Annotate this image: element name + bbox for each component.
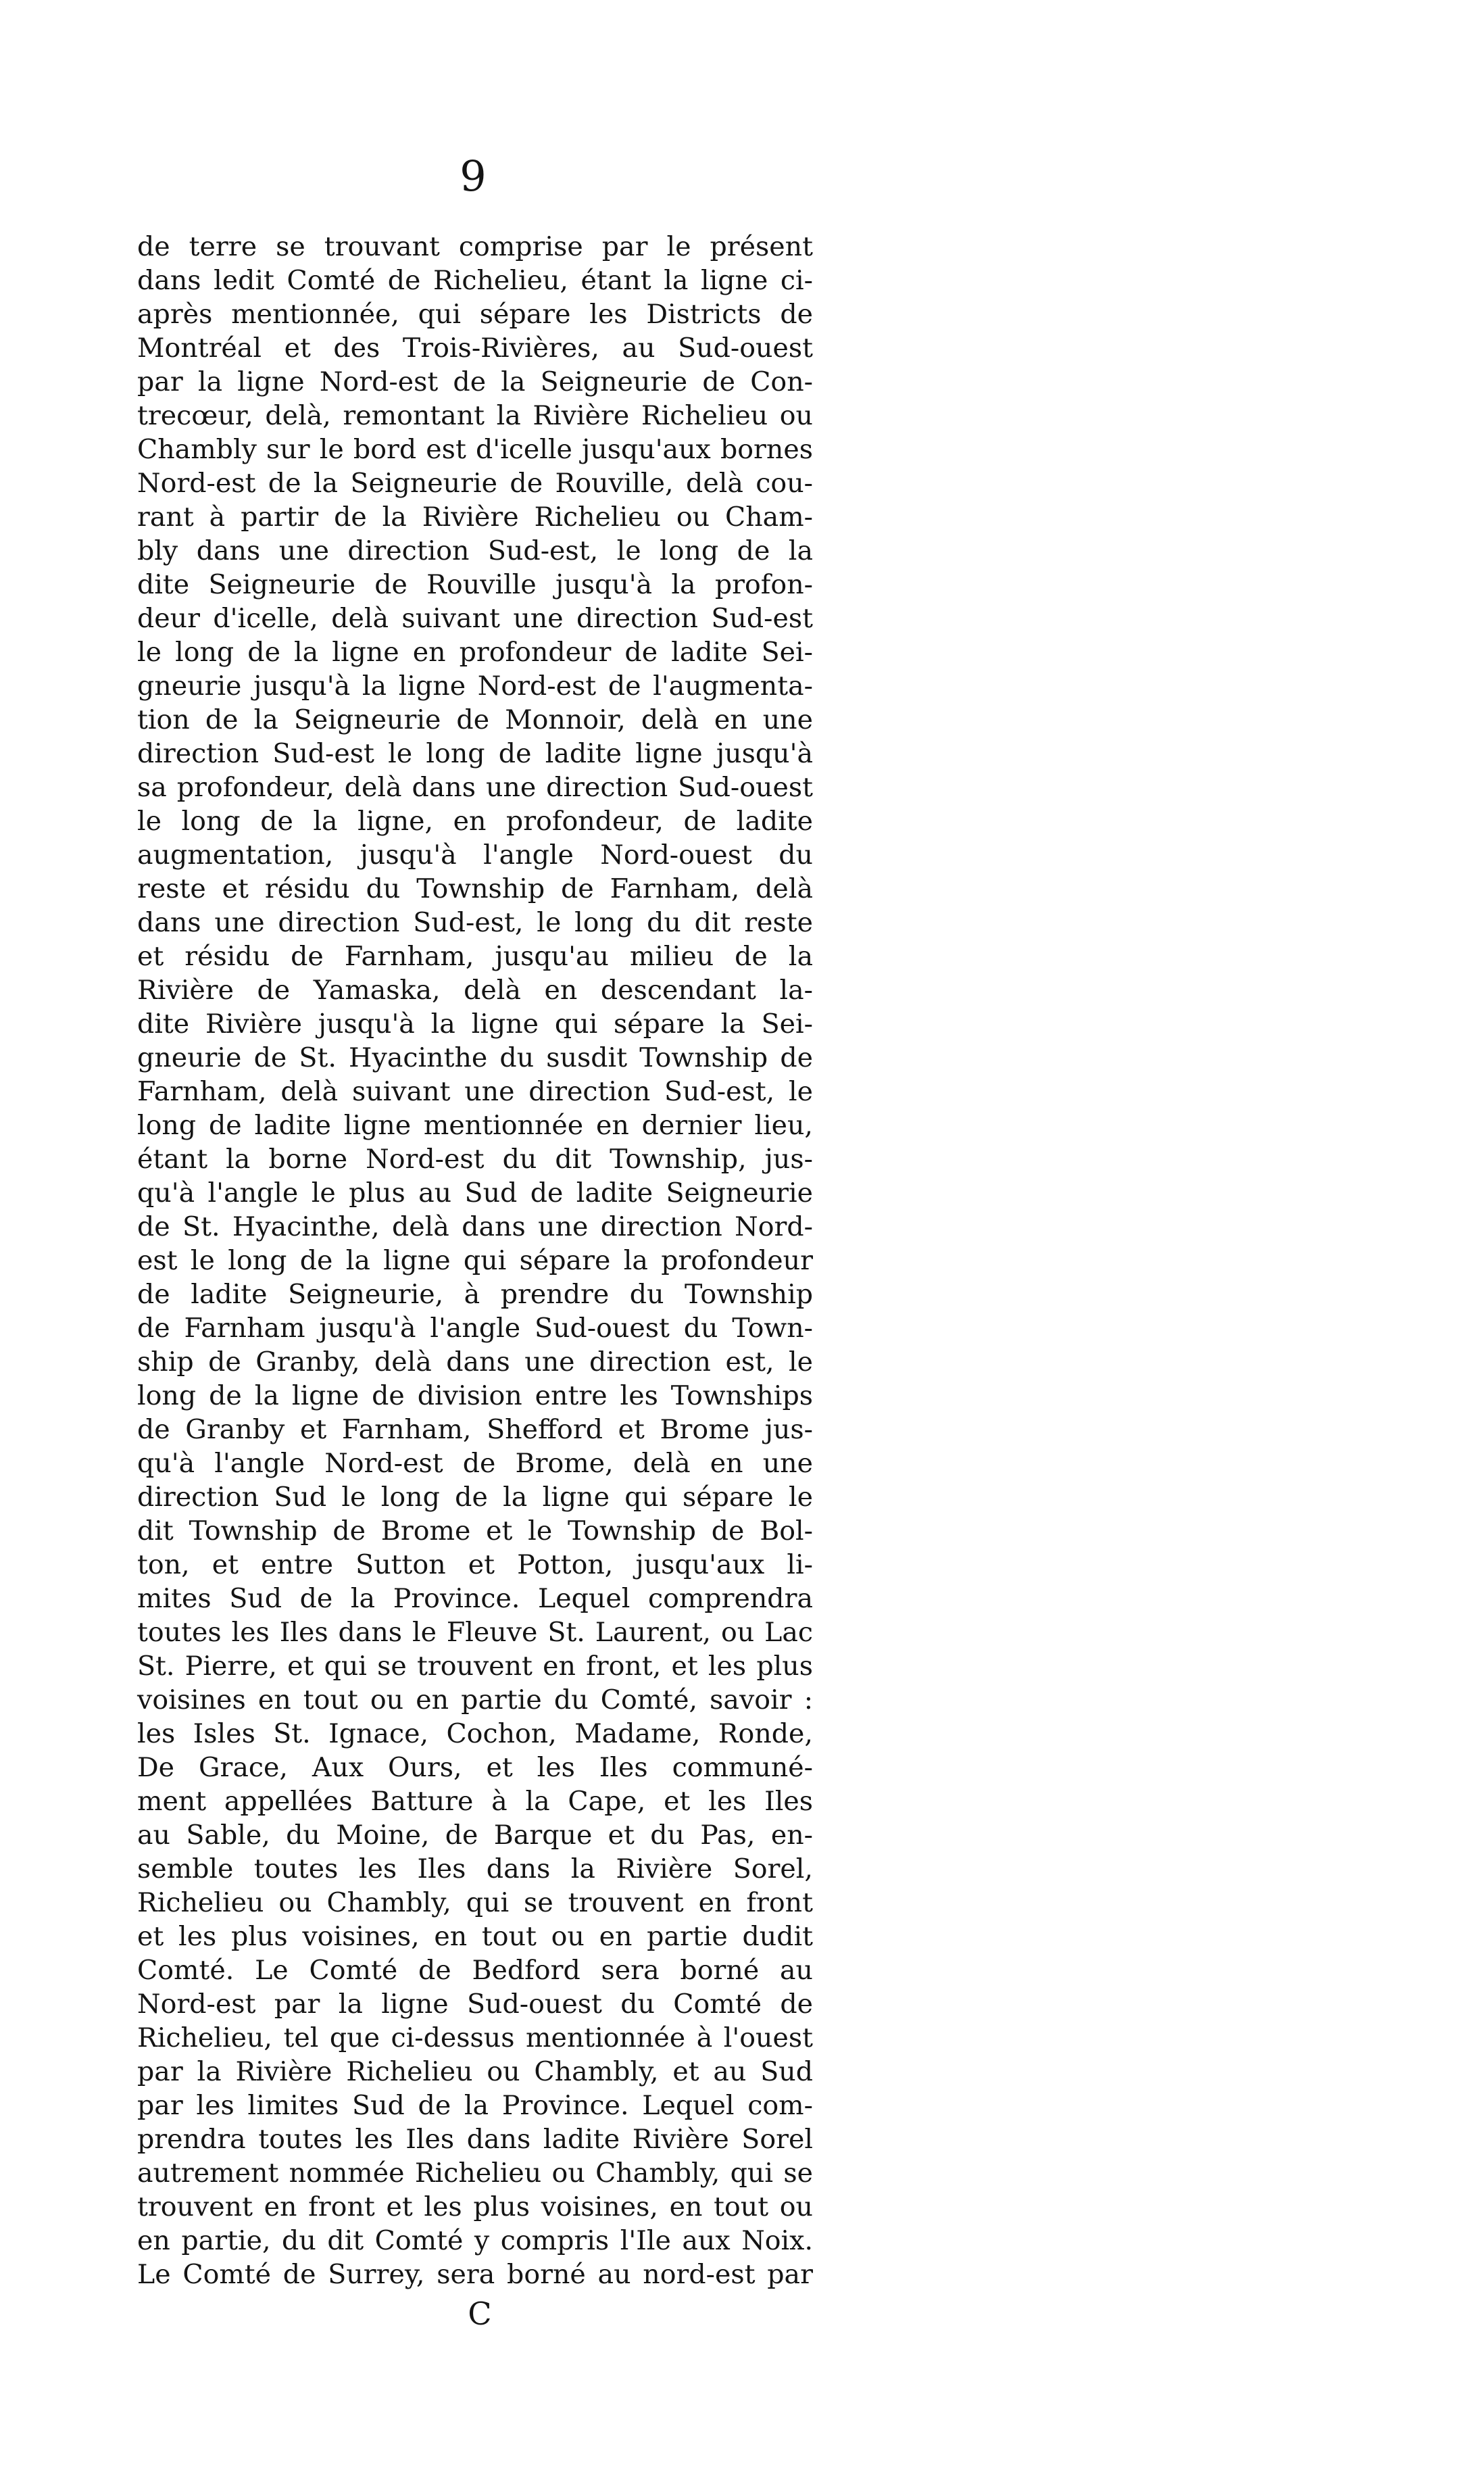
text-line: dans ledit Comté de Richelieu, étant la ligne ci- xyxy=(137,265,813,296)
text-line: de Farnham jusqu'à l'angle Sud-ouest du Town- xyxy=(137,1313,813,1344)
text-line: St. Pierre, et qui se trouvent en front, et les plus xyxy=(137,1651,813,1682)
text-line: autrement nommée Richelieu ou Chambly, qui se xyxy=(137,2158,813,2189)
text-line: trouvent en front et les plus voisines, en tout ou xyxy=(137,2191,813,2222)
text-line: Le Comté de Surrey, sera borné au nord-est par xyxy=(137,2259,813,2290)
text-line: De Grace, Aux Ours, et les Iles communé- xyxy=(137,1752,813,1783)
text-line: Richelieu ou Chambly, qui se trouvent en front xyxy=(137,1887,813,1918)
text-line: le long de la ligne en profondeur de ladite Sei- xyxy=(137,637,813,668)
text-line: augmentation, jusqu'à l'angle Nord-ouest du xyxy=(137,840,813,871)
text-line: qu'à l'angle Nord-est de Brome, delà en une xyxy=(137,1448,813,1479)
text-line: étant la borne Nord-est du dit Township, jus- xyxy=(137,1144,813,1175)
text-line: en partie, du dit Comté y compris l'Ile aux Noix. xyxy=(137,2225,813,2256)
text-line: toutes les Iles dans le Fleuve St. Laurent, ou Lac xyxy=(137,1617,813,1648)
text-line: et résidu de Farnham, jusqu'au milieu de la xyxy=(137,941,813,972)
text-line: Richelieu, tel que ci-dessus mentionnée à l'ouest xyxy=(137,2022,813,2053)
text-line: ton, et entre Sutton et Potton, jusqu'aux li- xyxy=(137,1549,813,1580)
text-line: dite Rivière jusqu'à la ligne qui sépare la Sei- xyxy=(137,1008,813,1040)
text-line: dans une direction Sud-est, le long du dit reste xyxy=(137,907,813,938)
signature-mark: C xyxy=(468,2295,492,2332)
text-line: est le long de la ligne qui sépare la profondeur xyxy=(137,1245,813,1276)
text-line: Farnham, delà suivant une direction Sud-est, le xyxy=(137,1076,813,1107)
text-line: par les limites Sud de la Province. Lequel com- xyxy=(137,2090,813,2121)
text-line: Rivière de Yamaska, delà en descendant la- xyxy=(137,975,813,1006)
text-line: par la Rivière Richelieu ou Chambly, et au Sud xyxy=(137,2056,813,2087)
text-line: direction Sud-est le long de ladite ligne jusqu'à xyxy=(137,738,813,769)
text-line: le long de la ligne, en profondeur, de ladite xyxy=(137,806,813,837)
text-line: long de la ligne de division entre les Townships xyxy=(137,1380,813,1411)
text-line: tion de la Seigneurie de Monnoir, delà en une xyxy=(137,704,813,735)
text-line: au Sable, du Moine, de Barque et du Pas, en- xyxy=(137,1820,813,1851)
text-line: qu'à l'angle le plus au Sud de ladite Seigneurie xyxy=(137,1177,813,1209)
text-line: trecœur, delà, remontant la Rivière Richelieu ou xyxy=(137,400,813,431)
text-line: rant à partir de la Rivière Richelieu ou Cham- xyxy=(137,502,813,533)
text-line: long de ladite ligne mentionnée en dernier lieu, xyxy=(137,1110,813,1141)
text-line: Chambly sur le bord est d'icelle jusqu'aux bornes xyxy=(137,434,813,465)
text-line: Nord-est de la Seigneurie de Rouville, delà cou- xyxy=(137,468,813,499)
text-line: bly dans une direction Sud-est, le long de la xyxy=(137,535,813,566)
text-line: dite Seigneurie de Rouville jusqu'à la profon- xyxy=(137,569,813,600)
text-line: de Granby et Farnham, Shefford et Brome jus- xyxy=(137,1414,813,1445)
text-line: direction Sud le long de la ligne qui sépare le xyxy=(137,1482,813,1513)
page-number: 9 xyxy=(460,151,487,201)
text-line: de ladite Seigneurie, à prendre du Township xyxy=(137,1279,813,1310)
text-line: Nord-est par la ligne Sud-ouest du Comté de xyxy=(137,1989,813,2020)
text-line: reste et résidu du Township de Farnham, delà xyxy=(137,873,813,904)
body-text xyxy=(137,230,813,2291)
text-line: ship de Granby, delà dans une direction est, le xyxy=(137,1346,813,1378)
text-line: semble toutes les Iles dans la Rivière Sorel, xyxy=(137,1853,813,1884)
text-line: ment appellées Batture à la Cape, et les Iles xyxy=(137,1786,813,1817)
text-line: par la ligne Nord-est de la Seigneurie de Con- xyxy=(137,366,813,397)
text-line: Montréal et des Trois-Rivières, au Sud-ouest xyxy=(137,333,813,364)
text-line: gneurie de St. Hyacinthe du susdit Township de xyxy=(137,1042,813,1073)
text-line: Comté. Le Comté de Bedford sera borné au xyxy=(137,1955,813,1986)
text-line: voisines en tout ou en partie du Comté, savoir : xyxy=(137,1684,813,1716)
text-line: après mentionnée, qui sépare les Districts de xyxy=(137,299,813,330)
text-line: dit Township de Brome et le Township de Bol- xyxy=(137,1515,813,1547)
text-line: deur d'icelle, delà suivant une direction Sud-est xyxy=(137,603,813,634)
text-line: de St. Hyacinthe, delà dans une direction Nord- xyxy=(137,1211,813,1242)
text-line: mites Sud de la Province. Lequel comprendra xyxy=(137,1583,813,1614)
text-line: les Isles St. Ignace, Cochon, Madame, Ronde, xyxy=(137,1718,813,1749)
text-line: gneurie jusqu'à la ligne Nord-est de l'augmenta- xyxy=(137,671,813,702)
text-line: et les plus voisines, en tout ou en partie dudit xyxy=(137,1921,813,1952)
text-line: sa profondeur, delà dans une direction Sud-ouest xyxy=(137,772,813,803)
text-line: de terre se trouvant comprise par le présent xyxy=(137,231,813,262)
text-line: prendra toutes les Iles dans ladite Rivière Sorel xyxy=(137,2124,813,2155)
